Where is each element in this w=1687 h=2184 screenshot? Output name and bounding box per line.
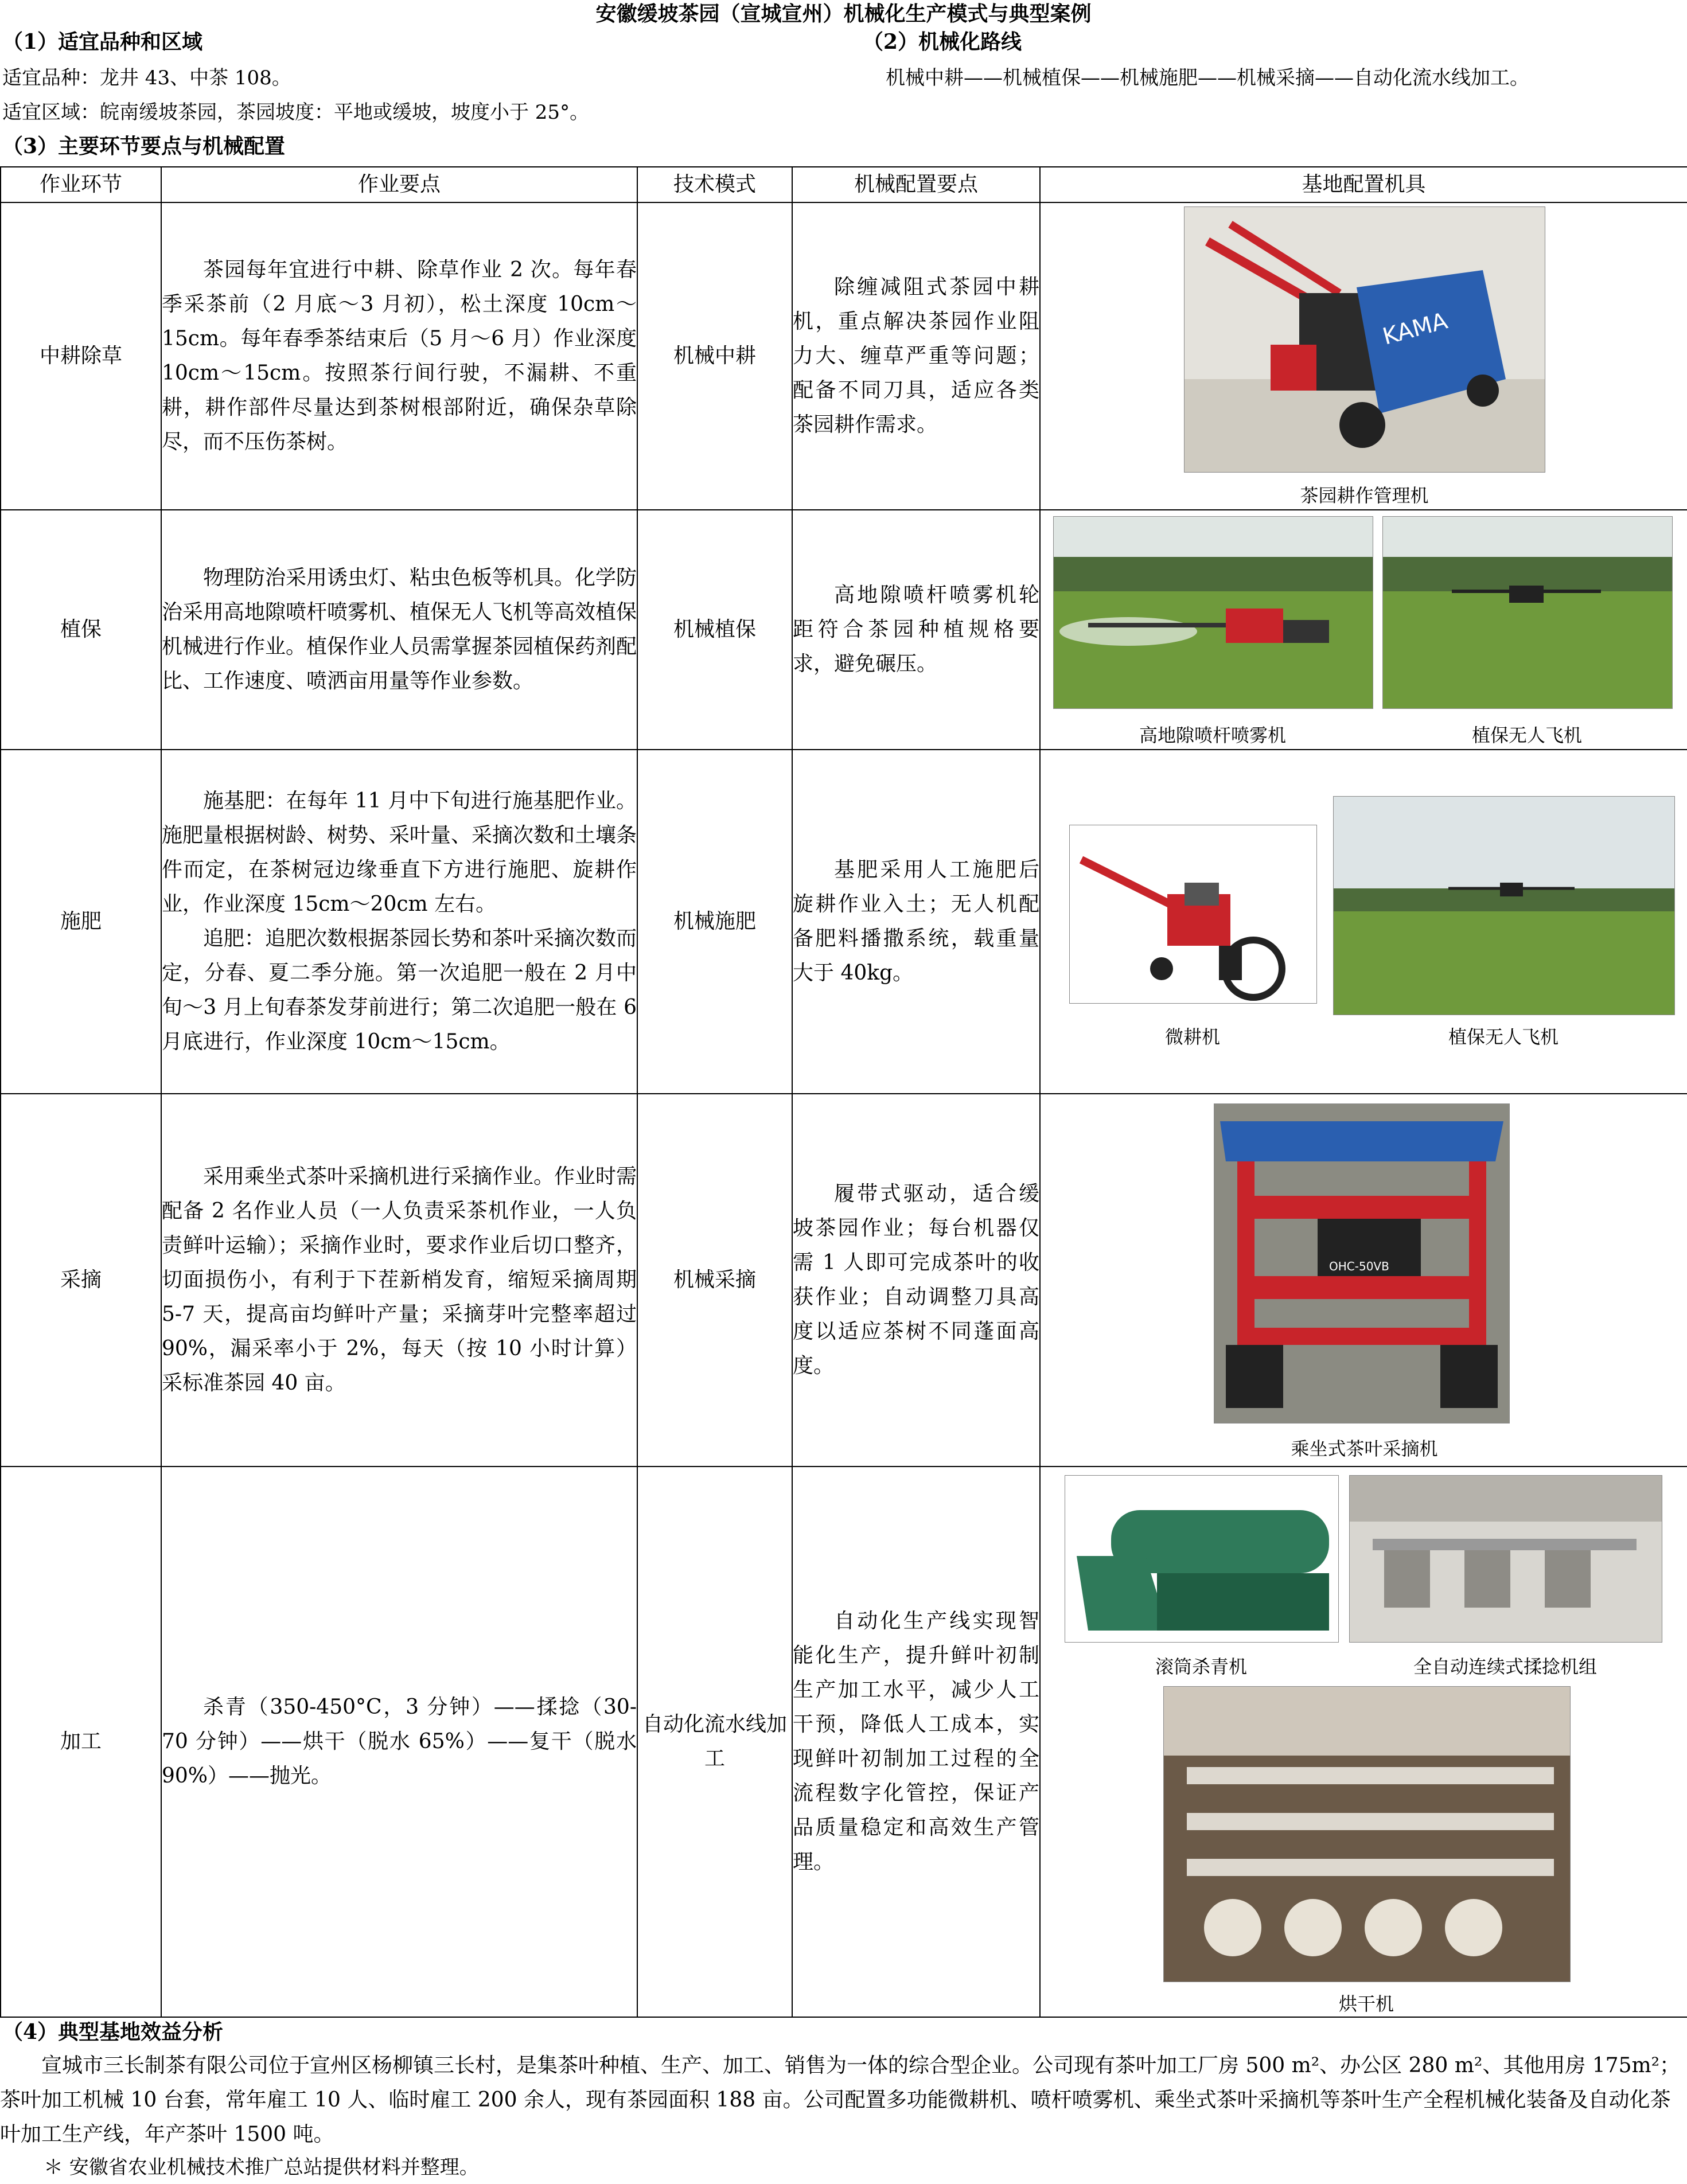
dryer-photo (1163, 1686, 1571, 1982)
section3-heading: （3）主要环节要点与机械配置 (2, 134, 286, 158)
config-cell (792, 750, 1040, 1094)
machine-caption: 高地隙喷杆喷雾机 (1139, 724, 1286, 746)
machines-cell (1040, 1467, 1687, 2017)
points-cell (161, 510, 637, 750)
stage-cell: 中耕除草 (1, 202, 161, 510)
machine-caption: 全自动连续式揉捻机组 (1413, 1656, 1597, 1678)
config-cell (792, 510, 1040, 750)
points-cell (161, 1467, 637, 2017)
varieties-text: 适宜品种：龙井 43、中茶 108。 (2, 67, 291, 89)
stage-cell: 加工 (1, 1467, 161, 2017)
points-paragraph: 茶园每年宜进行中耕、除草作业 2 次。每年春季采茶前（2 月底～3 月初），松土深度 10cm～15cm。每年春季茶结束后（5 月～6 月）作业深度 10cm～15cm。按照茶行间行驶，不漏耕、不重耕，耕作部件尽量达到茶树根部附近，确保杂草除尽，而不压伤茶树。 (162, 258, 637, 454)
riding-tea-harvester-photo (1214, 1103, 1510, 1424)
mode-cell: 自动化流水线加工 (637, 1467, 792, 2017)
col-header-mode: 技术模式 (637, 167, 792, 202)
stage-cell: 施肥 (1, 750, 161, 1094)
benefit-analysis-text: 宣城市三长制茶有限公司位于宣州区杨柳镇三长村，是集茶叶种植、生产、加工、销售为一体的综合型企业。公司现有茶叶加工厂房 500 m²、办公区 280 m²、其他用房 175m²；茶叶加工机械 10 台套，常年雇工 10 人、临时雇工 200 余人，现有茶园面积 188 亩。公司配置多功能微耕机、喷杆喷雾机、乘坐式茶叶采摘机等茶叶生产全程机械化装备及自动化茶叶加工生产线，年产茶叶 1500 吨。 (0, 2054, 1681, 2146)
table-header-row (1, 167, 1687, 202)
points-cell (161, 1094, 637, 1467)
points-cell (161, 202, 637, 510)
mode-cell: 机械施肥 (637, 750, 792, 1094)
config-cell (792, 1094, 1040, 1467)
source-note: ＊ 安徽省农业机械技术推广总站提供材料并整理。 (44, 2156, 479, 2179)
col-header-points: 作业要点 (161, 167, 637, 202)
table-row (1, 1094, 1687, 1467)
points-paragraph: 采用乘坐式茶叶采摘机进行采摘作业。作业时需配备 2 名作业人员（一人负责采茶机作业，一人负责鲜叶运输）；采摘作业时，要求作业后切口整齐，切面损伤小，有利于下茬新梢发育，缩短采摘周期 5-7 天，提高亩均鲜叶产量；采摘芽叶完整率超过 90%，漏采率小于 2%，每天（按 10 小时计算）采标准茶园 40 亩。 (162, 1165, 637, 1395)
micro-tiller-photo (1069, 825, 1317, 1004)
machine-caption: 微耕机 (1164, 1026, 1220, 1048)
table-row (1, 202, 1687, 510)
machines-cell (1040, 1094, 1687, 1467)
section1-heading: （1）适宜品种和区域 (2, 30, 203, 54)
section2-heading: （2）机械化路线 (863, 30, 1022, 54)
table-row (1, 510, 1687, 750)
points-paragraph: 施基肥：在每年 11 月中下旬进行施基肥作业。施肥量根据树龄、树势、采叶量、采摘次数和土壤条件而定，在茶树冠边缘垂直下方进行施肥、旋耕作业，作业深度 15cm～20cm 左右。 (162, 789, 637, 916)
machines-cell (1040, 202, 1687, 510)
rolling-unit-photo (1349, 1475, 1662, 1643)
mode-cell: 机械中耕 (637, 202, 792, 510)
machine-caption: 植保无人飞机 (1471, 724, 1582, 746)
machine-caption: 烘干机 (1338, 1993, 1394, 2015)
boom-sprayer-photo (1053, 516, 1373, 709)
region-text: 适宜区域：皖南缓坡茶园，茶园坡度：平地或缓坡，坡度小于 25°。 (2, 101, 590, 124)
table-row (1, 750, 1687, 1094)
mode-cell: 机械采摘 (637, 1094, 792, 1467)
mode-cell: 机械植保 (637, 510, 792, 750)
machine-caption: 茶园耕作管理机 (1300, 485, 1429, 506)
tea-tiller-photo (1184, 206, 1545, 473)
section4-heading: （4）典型基地效益分析 (2, 2020, 224, 2044)
stage-cell: 植保 (1, 510, 161, 750)
config-cell (792, 1467, 1040, 2017)
svg-text:OHC-50VB: OHC-50VB (1329, 1259, 1389, 1273)
config-paragraph: 高地隙喷杆喷雾机轮距符合茶园种植规格要求，避免碾压。 (793, 583, 1039, 676)
points-cell (161, 750, 637, 1094)
machine-caption: 植保无人飞机 (1448, 1026, 1559, 1048)
drum-fixing-machine-photo (1065, 1475, 1339, 1643)
machine-caption: 滚筒杀青机 (1155, 1656, 1247, 1678)
config-cell (792, 202, 1040, 510)
stage-cell: 采摘 (1, 1094, 161, 1467)
mechanization-table (0, 166, 1687, 2018)
machine-caption: 乘坐式茶叶采摘机 (1291, 1438, 1438, 1460)
fertilizer-drone-photo (1333, 796, 1675, 1015)
plant-protection-drone-photo (1382, 516, 1673, 709)
config-paragraph: 除缠减阻式茶园中耕机，重点解决茶园作业阻力大、缠草严重等问题；配备不同刀具，适应各类茶园耕作需求。 (793, 275, 1039, 436)
table-row (1, 1467, 1687, 2017)
config-paragraph: 自动化生产线实现智能化生产，提升鲜叶初制生产加工水平，减少人工干预，降低人工成本，实现鲜叶初制加工过程的全流程数字化管控，保证产品质量稳定和高效生产管理。 (793, 1609, 1039, 1874)
points-paragraph: 追肥：追肥次数根据茶园长势和茶叶采摘次数而定，分春、夏二季分施。第一次追肥一般在 2 月中旬～3 月上旬春茶发芽前进行；第二次追肥一般在 6 月底进行，作业深度 10cm～15cm。 (162, 927, 637, 1054)
points-paragraph: 杀青（350-450°C，3 分钟）——揉捻（30-70 分钟）——烘干（脱水 65%）——复干（脱水 90%）——抛光。 (162, 1695, 637, 1788)
points-paragraph: 物理防治采用诱虫灯、粘虫色板等机具。化学防治采用高地隙喷杆喷雾机、植保无人飞机等高效植保机械进行作业。植保作业人员需掌握茶园植保药剂配比、工作速度、喷洒亩用量等作业参数。 (162, 566, 637, 693)
col-header-config: 机械配置要点 (792, 167, 1040, 202)
machines-cell (1040, 750, 1687, 1094)
machines-cell (1040, 510, 1687, 750)
svg-text:KAMA: KAMA (1380, 307, 1451, 350)
col-header-stage: 作业环节 (1, 167, 161, 202)
config-paragraph: 履带式驱动，适合缓坡茶园作业；每台机器仅需 1 人即可完成茶叶的收获作业；自动调整刀具高度以适应茶树不同蓬面高度。 (793, 1182, 1039, 1378)
col-header-machines: 基地配置机具 (1040, 167, 1687, 202)
config-paragraph: 基肥采用人工施肥后旋耕作业入土；无人机配备肥料播撒系统，载重量大于 40kg。 (793, 858, 1039, 985)
route-text: 机械中耕——机械植保——机械施肥——机械采摘——自动化流水线加工。 (886, 67, 1529, 89)
page-title: 安徽缓坡茶园（宣城宣州）机械化生产模式与典型案例 (595, 2, 1092, 26)
